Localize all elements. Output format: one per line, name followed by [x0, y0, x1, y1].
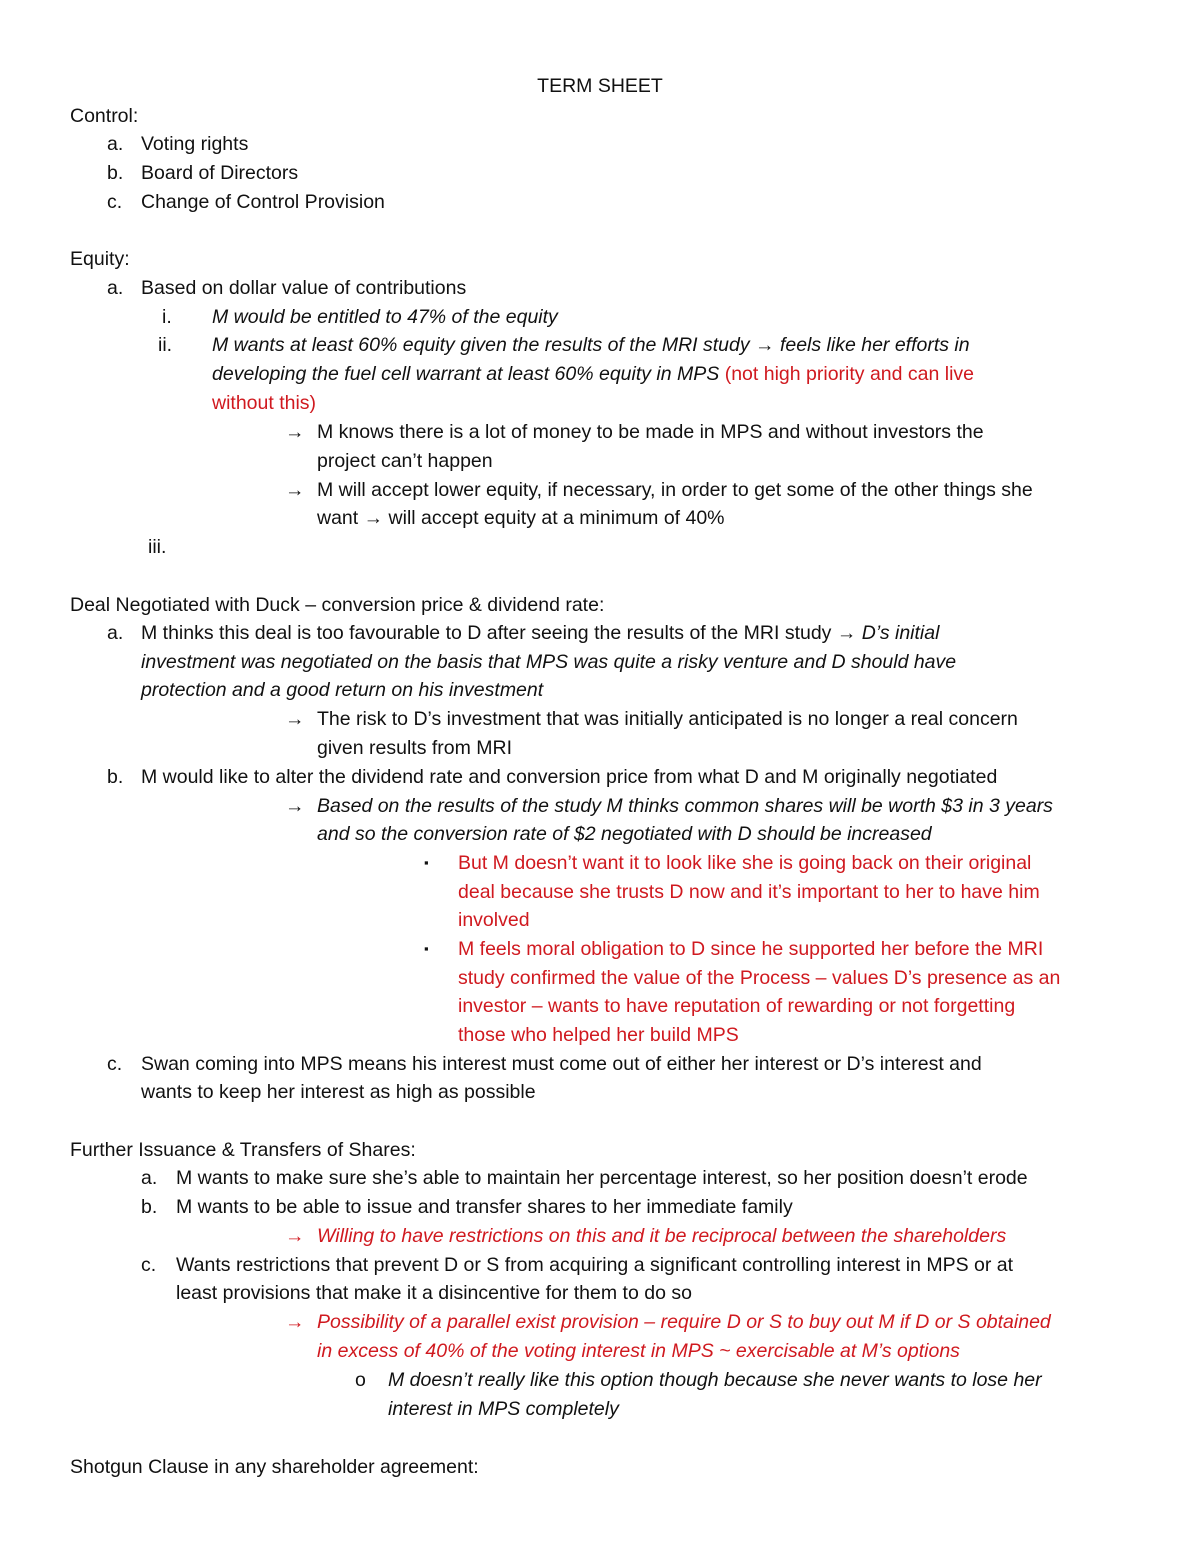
equity-arrow2-line1: M will accept lower equity, if necessary, in order to get some of the other things she: [317, 479, 1033, 501]
further-item-a: M wants to make sure she’s able to maintain her percentage interest, so her position doesn’t erode: [176, 1167, 1028, 1189]
deal-a-arrow-line2: given results from MRI: [317, 737, 513, 759]
control-marker-b: b.: [107, 162, 124, 184]
equity-arrow1-line2: project can’t happen: [317, 450, 493, 472]
equity-heading: Equity:: [70, 248, 130, 270]
circle-bullet-icon: o: [355, 1369, 366, 1391]
deal-marker-b: b.: [107, 766, 124, 788]
equity-item-ii-line2: [212, 362, 974, 386]
deal-item-a-line1-text: M thinks this deal is too favourable to D after seeing the results of the MRI study: [141, 622, 832, 644]
further-item-b: M wants to be able to issue and transfer shares to her immediate family: [176, 1196, 793, 1218]
square-bullet-icon: ▪: [424, 855, 429, 870]
further-marker-a: a.: [141, 1167, 158, 1189]
deal-bullet1-line2: deal because she trusts D now and it’s important to her to have him: [458, 881, 1040, 903]
deal-bullet2-line3: investor – wants to have reputation of rewarding or not forgetting: [458, 995, 1016, 1017]
equity-marker-ii: ii.: [158, 334, 173, 356]
arrow-bullet-icon: →: [285, 708, 305, 730]
arrow-bullet-icon: →: [285, 1225, 305, 1247]
equity-arrow2-line2b: will accept equity at a minimum of 40%: [388, 507, 725, 529]
deal-item-a-line3: protection and a good return on his investment: [141, 679, 544, 701]
further-b-arrow: Willing to have restrictions on this and it be reciprocal between the shareholders: [317, 1225, 1007, 1247]
deal-b-arrow-line1: Based on the results of the study M thinks common shares will be worth $3 in 3 years: [317, 795, 1053, 817]
arrow-bullet-icon: →: [285, 1311, 305, 1333]
further-c-sub-line1: M doesn’t really like this option though because she never wants to lose her: [388, 1369, 1042, 1391]
arrow-bullet-icon: →: [285, 479, 305, 501]
deal-marker-c: c.: [107, 1053, 123, 1075]
arrow-bullet-icon: →: [285, 421, 305, 443]
deal-item-a-line2: investment was negotiated on the basis that MPS was quite a risky venture and D should have: [141, 651, 957, 673]
equity-item-ii-line2-text: developing the fuel cell warrant at least 60% equity in MPS: [212, 363, 720, 385]
further-marker-b: b.: [141, 1196, 158, 1218]
shotgun-heading: Shotgun Clause in any shareholder agreement:: [70, 1456, 479, 1478]
right-arrow-icon: →: [363, 507, 384, 529]
equity-item-a: Based on dollar value of contributions: [141, 277, 467, 299]
equity-item-ii-line1: [212, 333, 970, 357]
further-item-c-line1: Wants restrictions that prevent D or S from acquiring a significant controlling interest in MPS or at: [176, 1254, 1014, 1276]
square-bullet-icon: ▪: [424, 941, 429, 956]
deal-item-c-line2: wants to keep her interest as high as possible: [141, 1081, 536, 1103]
equity-item-ii-line1-text: M wants at least 60% equity given the results of the MRI study: [212, 334, 750, 356]
deal-marker-a: a.: [107, 622, 124, 644]
equity-item-ii-line2-note: (not high priority and can live: [724, 363, 975, 385]
control-item-c: Change of Control Provision: [141, 191, 385, 213]
further-c-sub-line2: interest in MPS completely: [388, 1398, 619, 1420]
deal-bullet1-line1: But M doesn’t want it to look like she is going back on their original: [458, 852, 1032, 874]
control-item-a: Voting rights: [141, 133, 249, 155]
further-item-c-line2: least provisions that make it a disincentive for them to do so: [176, 1282, 692, 1304]
equity-marker-a: a.: [107, 277, 124, 299]
deal-item-c-line1: Swan coming into MPS means his interest must come out of either her interest or D’s interest and: [141, 1053, 982, 1075]
right-arrow-icon: →: [755, 334, 775, 356]
deal-bullet2-line1: M feels moral obligation to D since he supported her before the MRI: [458, 938, 1044, 960]
deal-item-a-line1: [141, 621, 939, 645]
further-c-arrow-line1: Possibility of a parallel exist provision – require D or S to buy out M if D or S obtained: [317, 1311, 1051, 1333]
further-heading: Further Issuance & Transfers of Shares:: [70, 1139, 416, 1161]
arrow-bullet-icon: →: [285, 795, 305, 817]
equity-item-i: M would be entitled to 47% of the equity: [212, 306, 558, 328]
deal-bullet1-line3: involved: [458, 909, 530, 931]
deal-item-b: M would like to alter the dividend rate and conversion price from what D and M originally negotiated: [141, 766, 998, 788]
equity-arrow1-line1: M knows there is a lot of money to be made in MPS and without investors the: [317, 421, 984, 443]
further-marker-c: c.: [141, 1254, 157, 1276]
equity-item-ii-line3-note: without this): [212, 392, 317, 414]
right-arrow-icon: →: [836, 622, 857, 644]
deal-a-arrow-line1: The risk to D’s investment that was initially anticipated is no longer a real concern: [317, 708, 1018, 730]
control-marker-c: c.: [107, 191, 123, 213]
deal-heading: Deal Negotiated with Duck – conversion price & dividend rate:: [70, 594, 605, 616]
deal-item-a-line1-italic: D’s initial: [861, 622, 940, 644]
control-marker-a: a.: [107, 133, 124, 155]
deal-bullet2-line2: study confirmed the value of the Process – values D’s presence as an: [458, 967, 1061, 989]
control-item-b: Board of Directors: [141, 162, 299, 184]
equity-marker-i: i.: [162, 306, 172, 328]
equity-item-ii-line1b: feels like her efforts in: [779, 334, 970, 356]
deal-b-arrow-line2: and so the conversion rate of $2 negotiated with D should be increased: [317, 823, 932, 845]
equity-marker-iii: iii.: [148, 536, 167, 558]
equity-arrow2-line2: [317, 506, 725, 530]
further-c-arrow-line2: in excess of 40% of the voting interest in MPS ~ exercisable at M’s options: [317, 1340, 960, 1362]
control-heading: Control:: [70, 105, 139, 127]
page-title: TERM SHEET: [537, 75, 663, 97]
deal-bullet2-line4: those who helped her build MPS: [458, 1024, 739, 1046]
equity-arrow2-line2a: want: [317, 507, 359, 529]
